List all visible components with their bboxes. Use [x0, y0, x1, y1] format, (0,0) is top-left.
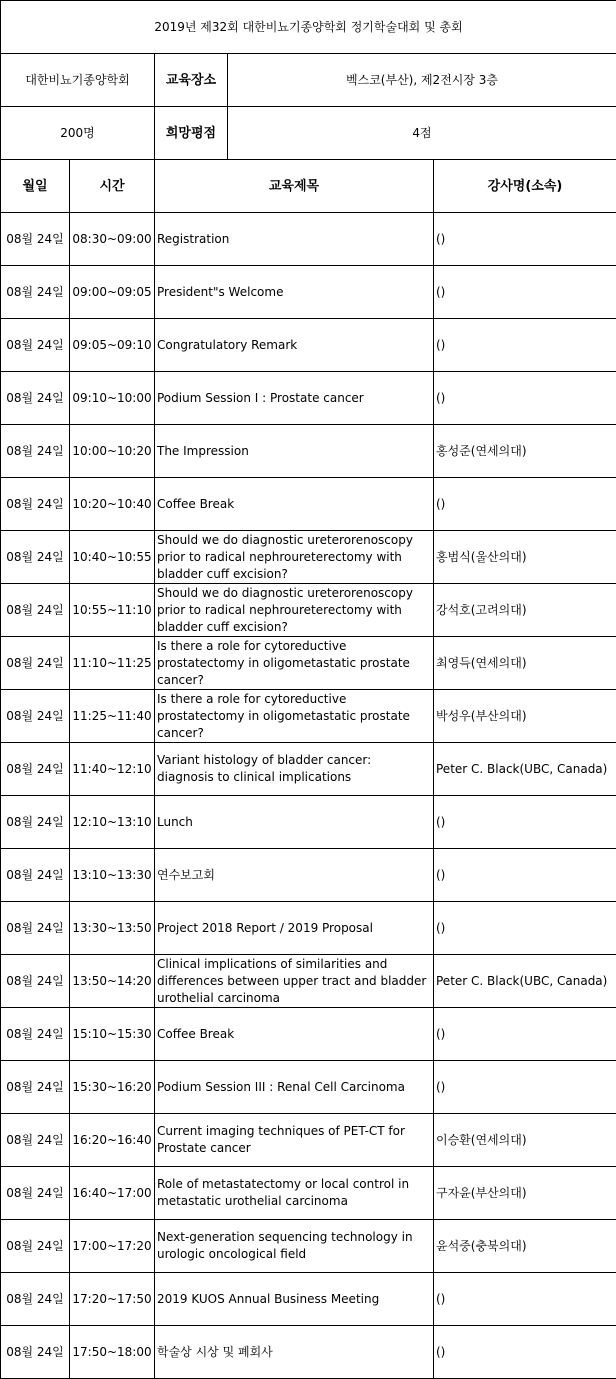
session-date: 08월 24일: [1, 1273, 70, 1326]
table-row: [1, 902, 616, 955]
session-speaker: (): [434, 1061, 616, 1114]
table-row: [1, 425, 616, 478]
table-row: [1, 796, 616, 849]
table-row: [1, 531, 616, 584]
session-date: 08월 24일: [1, 637, 70, 690]
table-row: [1, 266, 616, 319]
table-row: [1, 955, 616, 1008]
session-time: 11:25~11:40: [70, 690, 155, 743]
session-speaker: (): [434, 319, 616, 372]
title-row: [1, 1, 616, 54]
session-date: 08월 24일: [1, 743, 70, 796]
session-speaker: 홍범식(울산의대): [434, 531, 616, 584]
session-speaker: (): [434, 213, 616, 266]
session-time: 10:20~10:40: [70, 478, 155, 531]
session-speaker: Peter C. Black(UBC, Canada): [434, 743, 616, 796]
table-row: [1, 690, 616, 743]
session-time: 13:10~13:30: [70, 849, 155, 902]
table-row: [1, 372, 616, 425]
session-time: 09:05~09:10: [70, 319, 155, 372]
session-speaker: 강석호(고려의대): [434, 584, 616, 637]
session-topic: President"s Welcome: [155, 266, 434, 319]
table-row: [1, 1114, 616, 1167]
session-date: 08월 24일: [1, 1220, 70, 1273]
session-date: 08월 24일: [1, 372, 70, 425]
column-header-topic: 교육제목: [155, 160, 434, 213]
session-time: 09:10~10:00: [70, 372, 155, 425]
session-topic: 학술상 시상 및 폐회사: [155, 1326, 434, 1379]
table-row: [1, 1273, 616, 1326]
table-row: [1, 637, 616, 690]
page-title: 2019년 제32회 대한비뇨기종양학회 정기학술대회 및 총회: [1, 1, 616, 54]
table-row: [1, 478, 616, 531]
session-time: 08:30~09:00: [70, 213, 155, 266]
table-row: [1, 1167, 616, 1220]
organizer-name: 대한비뇨기종양학회: [1, 54, 155, 107]
session-time: 10:55~11:10: [70, 584, 155, 637]
session-date: 08월 24일: [1, 213, 70, 266]
session-topic: 2019 KUOS Annual Business Meeting: [155, 1273, 434, 1326]
venue-value: 벡스코(부산), 제2전시장 3층: [228, 54, 616, 107]
session-date: 08월 24일: [1, 1167, 70, 1220]
session-time: 17:50~18:00: [70, 1326, 155, 1379]
venue-label: 교육장소: [155, 54, 228, 107]
session-topic: Current imaging techniques of PET-CT for Prostate cancer: [155, 1114, 434, 1167]
session-speaker: Peter C. Black(UBC, Canada): [434, 955, 616, 1008]
session-speaker: (): [434, 266, 616, 319]
session-topic: Podium Session I : Prostate cancer: [155, 372, 434, 425]
session-date: 08월 24일: [1, 319, 70, 372]
session-speaker: (): [434, 478, 616, 531]
session-speaker: (): [434, 796, 616, 849]
session-speaker: 구자윤(부산의대): [434, 1167, 616, 1220]
capacity-value: 200명: [1, 107, 155, 160]
session-time: 09:00~09:05: [70, 266, 155, 319]
session-speaker: (): [434, 1008, 616, 1061]
session-speaker: (): [434, 1326, 616, 1379]
credit-label: 희망평점: [155, 107, 228, 160]
session-date: 08월 24일: [1, 584, 70, 637]
table-row: [1, 584, 616, 637]
session-date: 08월 24일: [1, 902, 70, 955]
session-time: 13:30~13:50: [70, 902, 155, 955]
session-date: 08월 24일: [1, 266, 70, 319]
session-topic: Role of metastatectomy or local control in metastatic urothelial carcinoma: [155, 1167, 434, 1220]
session-speaker: 최영득(연세의대): [434, 637, 616, 690]
session-time: 15:10~15:30: [70, 1008, 155, 1061]
session-date: 08월 24일: [1, 690, 70, 743]
session-date: 08월 24일: [1, 531, 70, 584]
session-topic: Should we do diagnostic ureterorenoscopy prior to radical nephroureterectomy with bladder cuff excision?: [155, 584, 434, 637]
session-time: 12:10~13:10: [70, 796, 155, 849]
session-time: 16:40~17:00: [70, 1167, 155, 1220]
session-date: 08월 24일: [1, 796, 70, 849]
session-time: 10:40~10:55: [70, 531, 155, 584]
session-date: 08월 24일: [1, 955, 70, 1008]
session-topic: Coffee Break: [155, 478, 434, 531]
credit-value: 4점: [228, 107, 616, 160]
table-row: [1, 213, 616, 266]
session-date: 08월 24일: [1, 849, 70, 902]
session-topic: Project 2018 Report / 2019 Proposal: [155, 902, 434, 955]
session-topic: Is there a role for cytoreductive prostatectomy in oligometastatic prostate cancer?: [155, 637, 434, 690]
session-time: 16:20~16:40: [70, 1114, 155, 1167]
session-time: 10:00~10:20: [70, 425, 155, 478]
column-header-speaker: 강사명(소속): [434, 160, 616, 213]
table-row: [1, 319, 616, 372]
session-date: 08월 24일: [1, 1061, 70, 1114]
column-header-time: 시간: [70, 160, 155, 213]
table-row: [1, 1061, 616, 1114]
session-time: 11:40~12:10: [70, 743, 155, 796]
table-row: [1, 849, 616, 902]
session-topic: Should we do diagnostic ureterorenoscopy prior to radical nephroureterectomy with bladder cuff excision?: [155, 531, 434, 584]
session-speaker: 홍성준(연세의대): [434, 425, 616, 478]
session-topic: Podium Session III : Renal Cell Carcinoma: [155, 1061, 434, 1114]
session-speaker: 박성우(부산의대): [434, 690, 616, 743]
table-row: [1, 1220, 616, 1273]
session-topic: The Impression: [155, 425, 434, 478]
session-time: 17:00~17:20: [70, 1220, 155, 1273]
session-speaker: (): [434, 849, 616, 902]
session-date: 08월 24일: [1, 1008, 70, 1061]
session-topic: Variant histology of bladder cancer: diagnosis to clinical implications: [155, 743, 434, 796]
session-speaker: (): [434, 1273, 616, 1326]
session-topic: Next-generation sequencing technology in urologic oncological field: [155, 1220, 434, 1273]
table-row: [1, 743, 616, 796]
table-row: [1, 1008, 616, 1061]
info-row-venue: [1, 54, 616, 107]
session-topic: Congratulatory Remark: [155, 319, 434, 372]
session-speaker: (): [434, 902, 616, 955]
table-header-row: [1, 160, 616, 213]
session-date: 08월 24일: [1, 478, 70, 531]
session-speaker: 이승환(연세의대): [434, 1114, 616, 1167]
session-time: 11:10~11:25: [70, 637, 155, 690]
column-header-date: 월일: [1, 160, 70, 213]
session-date: 08월 24일: [1, 1326, 70, 1379]
session-speaker: (): [434, 372, 616, 425]
session-time: 15:30~16:20: [70, 1061, 155, 1114]
session-topic: Lunch: [155, 796, 434, 849]
session-time: 17:20~17:50: [70, 1273, 155, 1326]
info-row-credit: [1, 107, 616, 160]
session-topic: Registration: [155, 213, 434, 266]
session-speaker: 윤석중(충북의대): [434, 1220, 616, 1273]
session-topic: Clinical implications of similarities and differences between upper tract and bladder urothelial carcinoma: [155, 955, 434, 1008]
session-date: 08월 24일: [1, 1114, 70, 1167]
session-time: 13:50~14:20: [70, 955, 155, 1008]
session-topic: Is there a role for cytoreductive prostatectomy in oligometastatic prostate cancer?: [155, 690, 434, 743]
table-row: [1, 1326, 616, 1379]
session-topic: 연수보고회: [155, 849, 434, 902]
session-topic: Coffee Break: [155, 1008, 434, 1061]
session-date: 08월 24일: [1, 425, 70, 478]
